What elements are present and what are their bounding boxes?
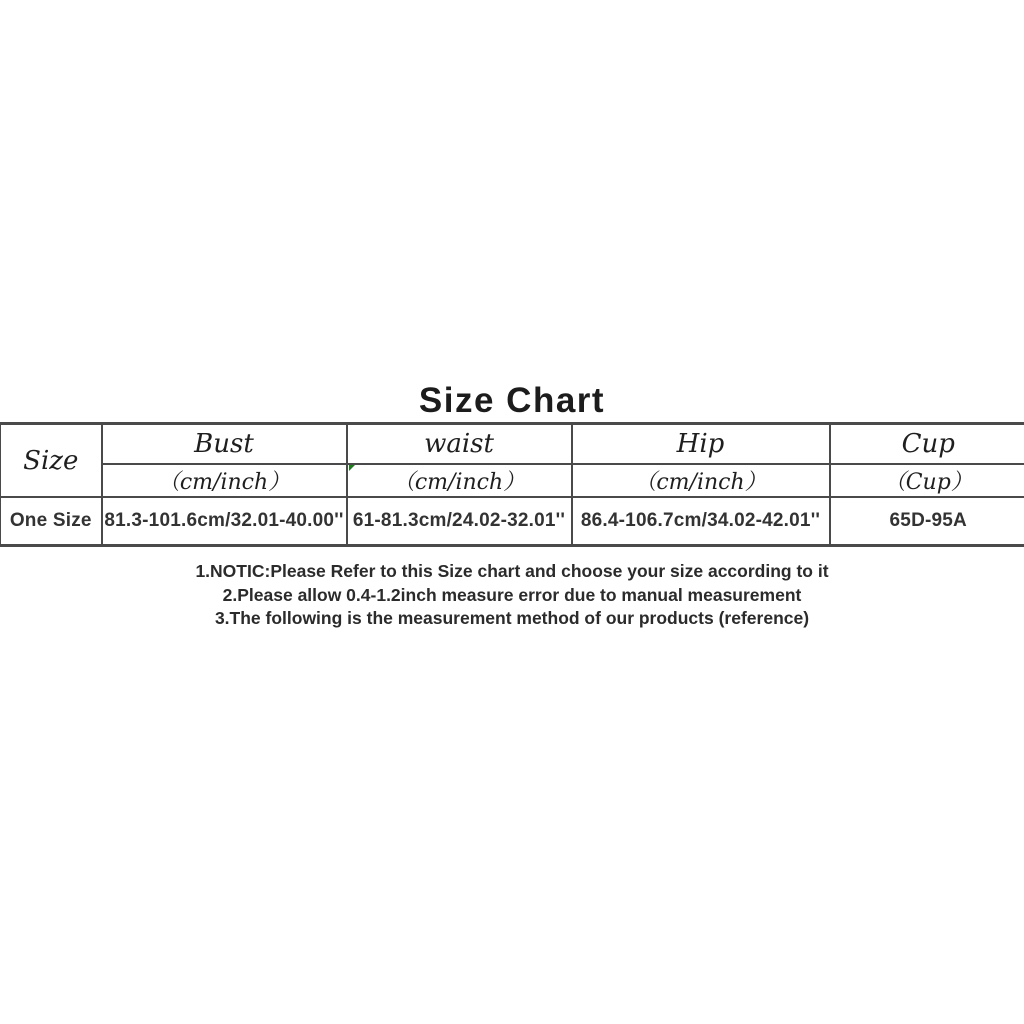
unit-cup: （Cup） [830,464,1024,497]
note-line-1: 1.NOTIC:Please Refer to this Size chart and choose your size according to it [195,561,829,581]
unit-hip: （cm/inch） [572,464,830,497]
header-label-row [0,424,1024,465]
note-line-2: 2.Please allow 0.4-1.2inch measure error due to manual measurement [222,584,802,605]
unit-waist-label: （cm/inch） [392,470,526,495]
cell-comment-marker-icon [349,465,355,471]
unit-waist [347,464,572,497]
notes-block [0,560,1024,631]
column-header-hip: Hip [572,424,830,465]
unit-bust: （cm/inch） [102,464,347,497]
note-line-3: 3.The following is the measurement method of our products (reference) [214,608,810,628]
value-hip: 86.4-106.7cm/34.02-42.01'' [572,497,830,546]
column-header-cup: Cup [830,424,1024,465]
column-header-size: Size [0,424,102,498]
value-waist: 61-81.3cm/24.02-32.01'' [347,497,572,546]
header-unit-row [0,464,1024,497]
size-chart-table [0,422,1024,547]
column-header-waist: waist [347,424,572,465]
row-label-one-size: One Size [0,497,102,546]
column-header-bust: Bust [102,424,347,465]
table-row-one-size [0,497,1024,546]
page-title: Size Chart [418,381,606,420]
value-cup: 65D-95A [830,497,1024,546]
value-bust: 81.3-101.6cm/32.01-40.00'' [102,497,347,546]
